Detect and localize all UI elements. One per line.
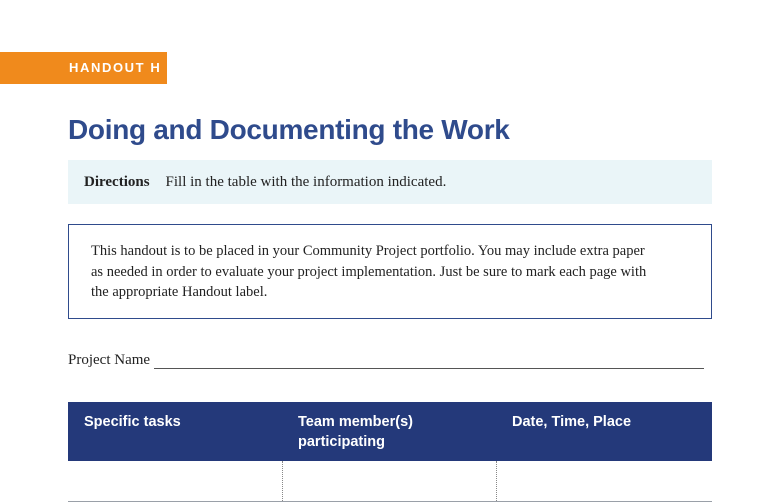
handout-label: HANDOUT H [0, 52, 167, 84]
cell-team-members[interactable] [282, 461, 496, 502]
header-team-line-1: Team member(s) [298, 414, 413, 430]
directions-banner [68, 160, 712, 204]
header-team-line-2: participating [298, 434, 386, 450]
header-specific-tasks: Specific tasks [68, 402, 282, 461]
table-row [68, 461, 712, 502]
task-table [68, 402, 712, 502]
project-name-label: Project Name [68, 352, 151, 368]
note-line: as needed in order to evaluate your project implementation. Just be sure to mark each page with [91, 263, 647, 280]
note-line: the appropriate Handout label. [91, 284, 268, 300]
cell-specific-task[interactable] [68, 461, 282, 502]
header-date-time-place: Date, Time, Place [496, 402, 712, 461]
portfolio-note-box [68, 224, 712, 319]
note-line: This handout is to be placed in your Community Project portfolio. You may include extra paper [91, 243, 645, 259]
directions-text: Fill in the table with the information indicated. [165, 174, 447, 190]
table-header-row [68, 402, 712, 461]
page-title: Doing and Documenting the Work [68, 114, 510, 145]
project-name-field[interactable] [154, 352, 704, 369]
header-team-members [282, 402, 496, 461]
cell-date-time-place[interactable] [496, 461, 712, 502]
directions-label: Directions [84, 174, 150, 190]
project-name-row [68, 349, 704, 369]
